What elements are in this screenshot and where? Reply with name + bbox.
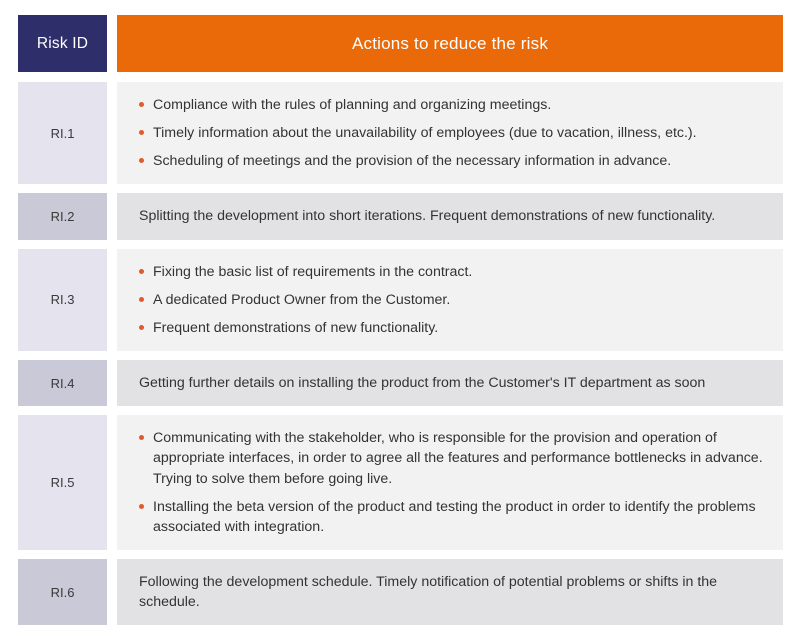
risk-id-cell: RI.6: [18, 559, 107, 625]
action-paragraph: Following the development schedule. Timely notification of potential problems or shifts in the schedule.: [139, 574, 718, 611]
table-body: [18, 82, 783, 625]
action-bullet-text: Communicating with the stakeholder, who is responsible for the provision and operation of appropriate interfaces, in order to agree all the features and performance bottlenecks in advance. Trying to solve them before going live.: [153, 430, 763, 487]
action-bullet-text: Installing the beta version of the product and testing the product in order to identify the problems associated with integration.: [153, 498, 756, 535]
action-bullet-list: [139, 95, 769, 171]
bullet-dot-icon: [139, 297, 144, 302]
table-row: [18, 559, 783, 625]
action-bullet-item: [139, 428, 769, 488]
row-column-gap: [107, 360, 117, 406]
action-bullet-item: [139, 290, 769, 310]
action-paragraph: Splitting the development into short iterations. Frequent demonstrations of new functionality.: [139, 208, 716, 225]
actions-cell: [117, 249, 783, 351]
action-bullet-text: A dedicated Product Owner from the Customer.: [153, 291, 451, 308]
bullet-dot-icon: [139, 435, 144, 440]
action-bullet-item: [139, 497, 769, 537]
table-row: [18, 360, 783, 406]
action-bullet-item: [139, 95, 769, 115]
action-bullet-text: Frequent demonstrations of new functionality.: [153, 319, 439, 336]
table-row: [18, 249, 783, 351]
action-bullet-text: Timely information about the unavailability of employees (due to vacation, illness, etc.).: [153, 125, 697, 142]
row-column-gap: [107, 82, 117, 184]
row-column-gap: [107, 193, 117, 239]
action-bullet-item: [139, 318, 769, 338]
column-header-actions: Actions to reduce the risk: [117, 15, 783, 72]
bullet-dot-icon: [139, 102, 144, 107]
risk-id-cell: RI.1: [18, 82, 107, 184]
action-bullet-list: [139, 428, 769, 537]
column-header-risk-id: Risk ID: [18, 15, 107, 72]
table-header-row: [18, 15, 783, 72]
action-bullet-list: [139, 262, 769, 338]
risk-actions-table: [18, 15, 783, 625]
actions-cell: [117, 82, 783, 184]
risk-id-cell: RI.4: [18, 360, 107, 406]
actions-cell: [117, 360, 783, 406]
actions-cell: [117, 559, 783, 625]
bullet-dot-icon: [139, 325, 144, 330]
action-bullet-text: Compliance with the rules of planning and organizing meetings.: [153, 97, 552, 113]
bullet-dot-icon: [139, 130, 144, 135]
row-column-gap: [107, 559, 117, 625]
row-column-gap: [107, 415, 117, 550]
bullet-dot-icon: [139, 158, 144, 163]
bullet-dot-icon: [139, 504, 144, 509]
table-row: [18, 193, 783, 239]
action-bullet-item: [139, 151, 769, 171]
table-row: [18, 415, 783, 550]
action-bullet-text: Scheduling of meetings and the provision of the necessary information in advance.: [153, 153, 672, 170]
action-bullet-text: Fixing the basic list of requirements in the contract.: [153, 263, 473, 280]
table-row: [18, 82, 783, 184]
risk-id-cell: RI.5: [18, 415, 107, 550]
action-bullet-item: [139, 262, 769, 282]
action-paragraph: Getting further details on installing the product from the Customer's IT department as soon: [139, 375, 706, 392]
actions-cell: [117, 193, 783, 239]
action-bullet-item: [139, 123, 769, 143]
actions-cell: [117, 415, 783, 550]
row-column-gap: [107, 249, 117, 351]
header-column-gap: [107, 15, 117, 72]
risk-id-cell: RI.2: [18, 193, 107, 239]
bullet-dot-icon: [139, 269, 144, 274]
risk-id-cell: RI.3: [18, 249, 107, 351]
